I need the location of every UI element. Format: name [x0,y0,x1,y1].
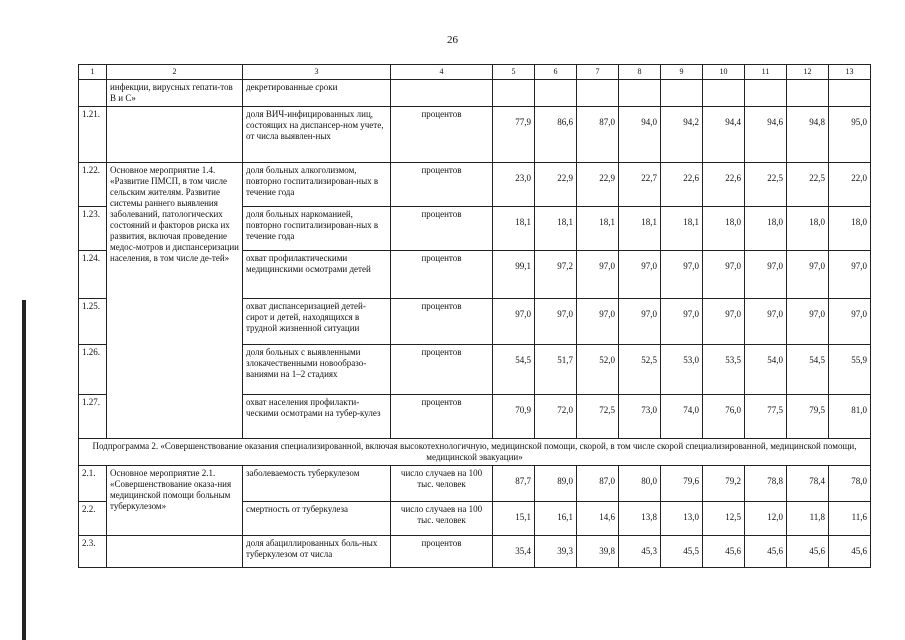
value-cell: 18,0 [787,207,829,251]
value-cell: 23,0 [493,163,535,207]
unit-cell: число случаев на 100 тыс. человек [391,502,493,536]
unit-cell: процентов [391,536,493,568]
value-cell: 18,1 [661,207,703,251]
header-cell: 9 [661,65,703,80]
value-cell: 22,5 [787,163,829,207]
value-cell: 97,0 [787,251,829,299]
value-cell: 13,8 [619,502,661,536]
indicator-cell: декретированные сроки [243,80,391,107]
row-code: 2.3. [79,536,107,568]
value-cell: 39,8 [577,536,619,568]
unit-cell: число случаев на 100 тыс. человек [391,466,493,502]
subprogram-row [79,439,871,466]
value-cell: 97,0 [745,251,787,299]
measure-cell: Основное мероприятие 1.4. «Развитие ПМСП, в том числе сельским жителям. Развитие системы раннего выявления заболеваний, патологических состояний и факторов риска их развития, включая проведение медос-мотров и диспансеризации населения, в том числе де-тей» [107,163,243,439]
value-cell: 16,1 [535,502,577,536]
value-cell: 94,4 [703,107,745,163]
header-cell: 4 [391,65,493,80]
value-cell: 86,6 [535,107,577,163]
measure-cell: инфекции, вирусных гепати-тов В и С» [107,80,243,107]
value-cell: 97,0 [661,299,703,345]
indicator-cell: смертность от туберкулеза [243,502,391,536]
value-cell: 54,5 [493,345,535,395]
scan-edge-bar [22,300,26,640]
unit-cell: процентов [391,163,493,207]
value-cell: 55,9 [829,345,871,395]
value-cell: 76,0 [703,395,745,439]
table-row [79,536,871,568]
value-cell: 72,0 [535,395,577,439]
value-cell: 14,6 [577,502,619,536]
indicator-cell: доля больных алкоголизмом, повторно госпитализирован-ных в течение года [243,163,391,207]
header-cell: 6 [535,65,577,80]
header-cell: 8 [619,65,661,80]
table-row [79,466,871,502]
value-cell: 22,6 [703,163,745,207]
value-cell: 94,0 [619,107,661,163]
code-cell [79,80,107,107]
value-cell: 97,0 [787,299,829,345]
value-cell: 12,0 [745,502,787,536]
unit-cell: процентов [391,251,493,299]
value-cell: 97,0 [703,251,745,299]
value-cell: 97,2 [535,251,577,299]
value-cell: 15,1 [493,502,535,536]
value-cell: 45,6 [829,536,871,568]
header-cell: 5 [493,65,535,80]
value-cell: 18,0 [703,207,745,251]
row-code: 1.24. [79,251,107,299]
value-cell: 72,5 [577,395,619,439]
value-cell: 18,1 [535,207,577,251]
indicator-cell: доля больных с выявленными злокачественными новообразо-ваниями на 1–2 стадиях [243,345,391,395]
page-number: 26 [447,34,458,46]
value-cell: 80,0 [619,466,661,502]
header-cell: 12 [787,65,829,80]
value-cell: 99,1 [493,251,535,299]
indicator-cell: доля абациллированных боль-ных туберкулезом от числа [243,536,391,568]
value-cell: 35,4 [493,536,535,568]
header-cell: 10 [703,65,745,80]
value-cell: 22,0 [829,163,871,207]
measure-cell [107,107,243,163]
value-cell: 45,6 [745,536,787,568]
program-indicators-table [78,64,871,568]
value-cell: 97,0 [829,299,871,345]
value-cell: 11,8 [787,502,829,536]
header-cell: 7 [577,65,619,80]
value-cell: 45,5 [661,536,703,568]
measure-cell: Основное мероприятие 2.1. «Совершенствование оказа-ния медицинской помощи больным туберкулезом» [107,466,243,536]
value-cell: 97,0 [535,299,577,345]
value-cell: 18,0 [745,207,787,251]
value-cell: 97,0 [619,251,661,299]
subprogram-title: Подпрограмма 2. «Совершенствование оказания специализированной, включая высокотехнологичную, медицинской помощи, скорой, в том числе скорой специализированной, медицинской помощи, медицинской эвакуации» [79,439,871,466]
continuation-row [79,80,871,107]
row-code: 1.25. [79,299,107,345]
value-cell: 78,4 [787,466,829,502]
value-cell: 95,0 [829,107,871,163]
value-cell: 97,0 [619,299,661,345]
value-cell: 87,0 [577,466,619,502]
value-cell: 13,0 [661,502,703,536]
value-cell: 18,0 [829,207,871,251]
value-cell: 79,5 [787,395,829,439]
value-cell: 70,9 [493,395,535,439]
value-cell: 87,7 [493,466,535,502]
unit-cell: процентов [391,207,493,251]
row-code: 1.27. [79,395,107,439]
value-cell: 45,6 [703,536,745,568]
header-cell: 11 [745,65,787,80]
row-code: 1.21. [79,107,107,163]
indicator-cell: охват профилактическими медицинскими осмотрами детей [243,251,391,299]
value-cell: 97,0 [829,251,871,299]
value-cell: 94,6 [745,107,787,163]
value-cell: 39,3 [535,536,577,568]
unit-cell: процентов [391,107,493,163]
row-code: 2.2. [79,502,107,536]
indicator-cell: охват диспансеризацией детей-сирот и детей, находящихся в трудной жизненной ситуации [243,299,391,345]
indicator-cell: доля больных наркоманией, повторно госпитализирован-ных в течение года [243,207,391,251]
unit-cell: процентов [391,395,493,439]
value-cell: 74,0 [661,395,703,439]
value-cell: 22,9 [535,163,577,207]
indicator-cell: заболеваемость туберкулезом [243,466,391,502]
value-cell: 22,6 [661,163,703,207]
value-cell: 94,8 [787,107,829,163]
row-code: 1.23. [79,207,107,251]
row-code: 1.26. [79,345,107,395]
value-cell: 77,5 [745,395,787,439]
unit-cell: процентов [391,299,493,345]
value-cell: 78,8 [745,466,787,502]
value-cell: 94,2 [661,107,703,163]
row-code: 1.22. [79,163,107,207]
value-cell: 52,0 [577,345,619,395]
value-cell: 97,0 [577,299,619,345]
value-cell: 51,7 [535,345,577,395]
table-row [79,107,871,163]
value-cell: 73,0 [619,395,661,439]
value-cell: 18,1 [619,207,661,251]
value-cell: 52,5 [619,345,661,395]
value-cell: 22,7 [619,163,661,207]
indicator-cell: доля ВИЧ-инфицированных лиц, состоящих на диспансер-ном учете, от числа выявлен-ных [243,107,391,163]
header-cell: 1 [79,65,107,80]
value-cell: 45,6 [787,536,829,568]
value-cell: 79,6 [661,466,703,502]
value-cell: 78,0 [829,466,871,502]
value-cell: 12,5 [703,502,745,536]
measure-cell [107,536,243,568]
value-cell: 22,5 [745,163,787,207]
value-cell: 97,0 [493,299,535,345]
header-cell: 3 [243,65,391,80]
value-cell: 81,0 [829,395,871,439]
value-cell: 79,2 [703,466,745,502]
value-cell: 77,9 [493,107,535,163]
header-cell: 2 [107,65,243,80]
value-cell: 45,3 [619,536,661,568]
value-cell: 97,0 [703,299,745,345]
unit-cell: процентов [391,345,493,395]
value-cell: 87,0 [577,107,619,163]
value-cell: 53,5 [703,345,745,395]
value-cell: 54,5 [787,345,829,395]
row-code: 2.1. [79,466,107,502]
value-cell: 18,1 [577,207,619,251]
value-cell: 97,0 [745,299,787,345]
value-cell: 18,1 [493,207,535,251]
table-row [79,163,871,207]
value-cell: 89,0 [535,466,577,502]
value-cell: 11,6 [829,502,871,536]
value-cell: 97,0 [577,251,619,299]
header-row [79,65,871,80]
value-cell: 97,0 [661,251,703,299]
header-cell: 13 [829,65,871,80]
value-cell: 53,0 [661,345,703,395]
value-cell: 22,9 [577,163,619,207]
indicator-cell: охват населения профилакти-ческими осмотрами на тубер-кулез [243,395,391,439]
value-cell: 54,0 [745,345,787,395]
